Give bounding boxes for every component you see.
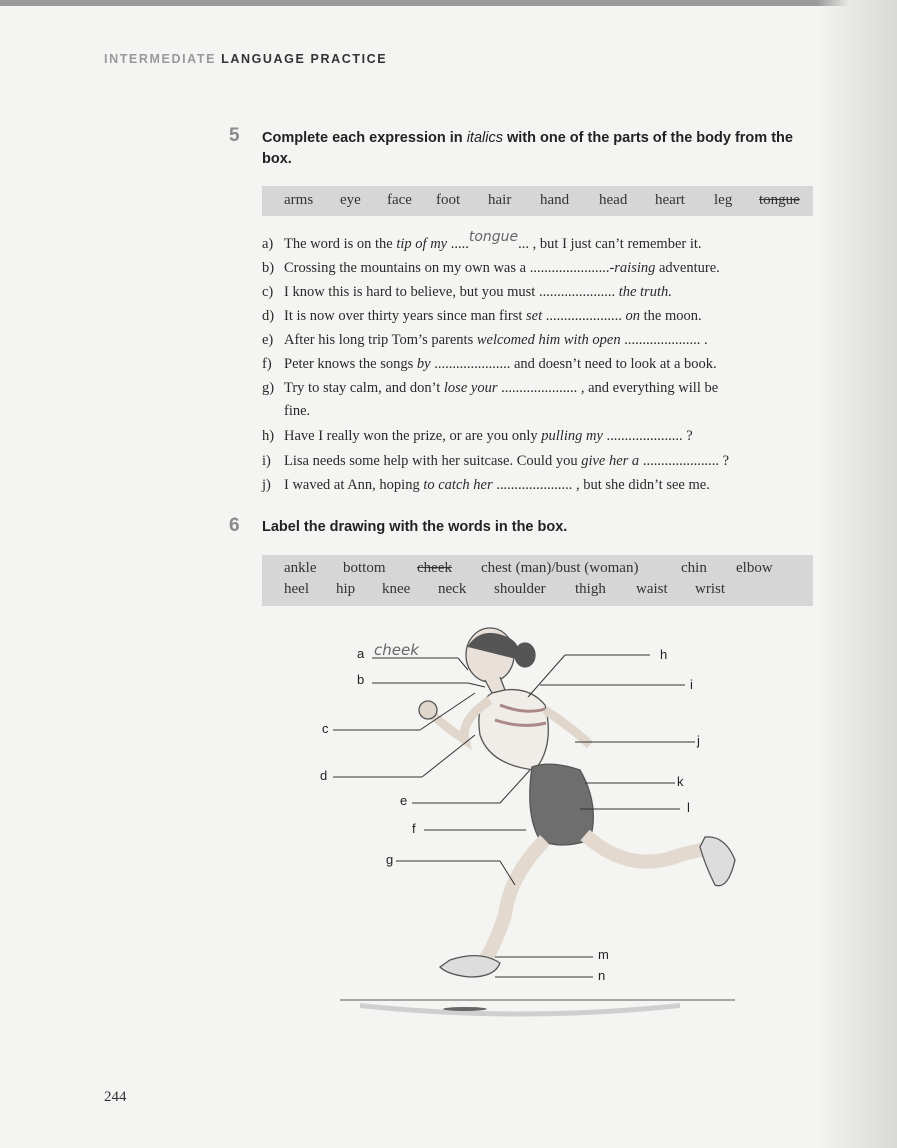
- exercise-item: [262, 377, 718, 399]
- runner-illustration: [300, 625, 760, 1025]
- blank: .....................: [602, 428, 683, 444]
- item-italic: by: [416, 356, 431, 372]
- label-h: h: [660, 647, 668, 662]
- item-label: g): [262, 380, 275, 396]
- label-n: n: [598, 968, 606, 983]
- exercise-6-instruction: Label the drawing with the words in the box.: [262, 519, 568, 535]
- item-label: c): [262, 284, 274, 300]
- label-j: j: [697, 733, 700, 748]
- header-prefix: INTERMEDIATE: [104, 52, 217, 66]
- word: arms: [284, 192, 314, 208]
- item-label: j): [262, 477, 271, 493]
- item-text: After his long trip Tom’s parents: [284, 332, 477, 348]
- blank: .....................: [542, 308, 622, 324]
- word-used: cheek: [417, 560, 452, 576]
- handwritten-answer-a: cheek: [374, 641, 419, 659]
- item-text: and doesn’t need to look at a book.: [510, 356, 717, 372]
- item-label: h): [262, 428, 275, 444]
- item-text: ?: [682, 428, 693, 444]
- word: shoulder: [494, 581, 546, 597]
- exercise-5-word-box: [262, 186, 813, 216]
- word: face: [387, 192, 412, 208]
- word: eye: [340, 192, 361, 208]
- blank: ......................: [529, 260, 610, 276]
- leg-front: [485, 840, 545, 960]
- item-italic: lose your: [443, 380, 498, 396]
- label-e: e: [400, 793, 408, 808]
- exercise-item: [262, 281, 672, 303]
- item-text: I waved at Ann, hoping: [284, 477, 424, 493]
- item-text: , and everything will be: [577, 380, 719, 396]
- word: leg: [714, 192, 733, 208]
- exercise-item: [262, 329, 708, 351]
- exercise-item: [262, 450, 729, 472]
- blank: .....: [447, 236, 469, 252]
- word: head: [599, 192, 628, 208]
- label-c: c: [322, 721, 329, 736]
- label-a: a: [357, 646, 365, 661]
- ground-shadow: [360, 1003, 680, 1017]
- label-l: l: [687, 800, 690, 815]
- item-italic: the truth.: [615, 284, 672, 300]
- handwritten-answer: tongue: [468, 229, 519, 245]
- word: bottom: [343, 560, 386, 576]
- item-text: Have I really won the prize, or are you only: [284, 428, 542, 444]
- exercise-6-word-box: [262, 555, 813, 606]
- label-g: g: [386, 852, 394, 867]
- item-label: d): [262, 308, 275, 324]
- item-text: the moon.: [640, 308, 702, 324]
- shorts-shape: [530, 764, 594, 845]
- item-italic: welcomed him with open: [476, 332, 621, 348]
- page-binding-shadow: [817, 0, 897, 1148]
- page-number: 244: [104, 1089, 127, 1105]
- item-text: The word is on the: [284, 236, 397, 252]
- item-text: Peter knows the songs: [284, 356, 417, 372]
- exercise-6-number: 6: [229, 515, 240, 536]
- blank: .....................: [492, 477, 573, 493]
- instruction-text: Complete each expression in: [262, 130, 467, 146]
- item-text: I know this is hard to believe, but you must: [284, 284, 539, 300]
- item-label: e): [262, 332, 274, 348]
- item-text: Try to stay calm, and don’t: [284, 380, 444, 396]
- item-label: a): [262, 236, 274, 252]
- blank: .....................: [538, 284, 616, 300]
- item-italic: -raising: [609, 260, 656, 276]
- instruction-text: box.: [262, 151, 292, 167]
- item-label: i): [262, 453, 271, 469]
- exercise-item: [262, 229, 702, 255]
- blank: .....................: [497, 380, 578, 396]
- shoe-front: [440, 956, 500, 977]
- ponytail-shape: [515, 643, 535, 667]
- word: foot: [436, 192, 461, 208]
- exercise-item: [262, 257, 720, 279]
- item-text: adventure.: [655, 260, 720, 276]
- item-label: f): [262, 356, 272, 372]
- word: thigh: [575, 581, 606, 597]
- runner-shadow: [443, 1007, 487, 1011]
- word: waist: [636, 581, 668, 597]
- item-italic: set: [526, 308, 543, 324]
- word: heel: [284, 581, 309, 597]
- blank: .....................: [620, 332, 701, 348]
- label-k: k: [677, 774, 684, 789]
- arm-right: [545, 710, 590, 745]
- word: chest (man)/bust (woman): [481, 560, 639, 576]
- fist-left: [419, 701, 437, 719]
- item-italic: give her a: [581, 453, 640, 469]
- item-italic: to catch her: [423, 477, 493, 493]
- item-text: Crossing the mountains on my own was a: [284, 260, 530, 276]
- exercise-5-number: 5: [229, 125, 240, 146]
- item-text: ?: [718, 453, 729, 469]
- word: knee: [382, 581, 411, 597]
- item-italic: on: [621, 308, 640, 324]
- item-italic: tip of my: [396, 236, 448, 252]
- exercise-item: [262, 353, 717, 375]
- word: hip: [336, 581, 356, 597]
- header-title: LANGUAGE PRACTICE: [221, 52, 388, 66]
- item-text: , but she didn’t see me.: [572, 477, 710, 493]
- label-b: b: [357, 672, 365, 687]
- word: hair: [488, 192, 512, 208]
- label-m: m: [598, 947, 609, 962]
- page-top-edge: [0, 0, 897, 6]
- word: hand: [540, 192, 570, 208]
- item-italic: pulling my: [541, 428, 603, 444]
- label-d: d: [320, 768, 328, 783]
- label-i: i: [690, 677, 693, 692]
- exercise-item: [262, 305, 702, 327]
- blank: .....................: [639, 453, 719, 469]
- item-text: It is now over thirty years since man first: [284, 308, 527, 324]
- blank: .....................: [430, 356, 511, 372]
- item-text: ... , but I just can’t remember it.: [518, 236, 702, 252]
- shoe-back: [700, 837, 735, 886]
- item-label: b): [262, 260, 275, 276]
- instruction-italics: italics: [466, 130, 503, 146]
- item-text: .: [700, 332, 708, 348]
- exercise-5-instruction: [262, 128, 822, 170]
- word: chin: [681, 560, 707, 576]
- word: neck: [438, 581, 467, 597]
- item-text: Lisa needs some help with her suitcase. Could you: [284, 453, 582, 469]
- exercise-item: [262, 474, 710, 496]
- label-f: f: [412, 821, 416, 836]
- exercise-item: [262, 425, 693, 447]
- word: heart: [655, 192, 685, 208]
- word-used: tongue: [759, 192, 800, 208]
- word: elbow: [736, 560, 773, 576]
- running-header: [104, 52, 387, 66]
- instruction-text: with one of the parts of the body from the: [502, 130, 793, 146]
- word: ankle: [284, 560, 317, 576]
- item-continuation: fine.: [284, 403, 311, 419]
- word: wrist: [695, 581, 725, 597]
